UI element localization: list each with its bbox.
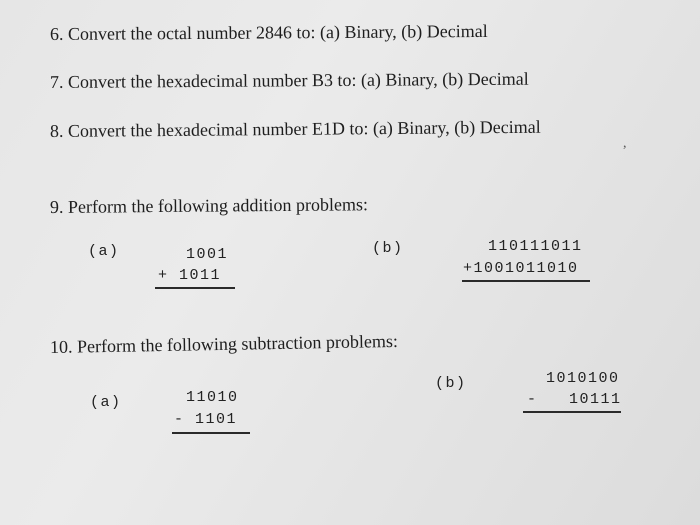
subtraction-a-label: (a): [90, 394, 122, 411]
question-6: 6. Convert the octal number 2846 to: (a) Binary, (b) Decimal: [49, 20, 488, 44]
addition-a-bottom-operand: + 1011: [158, 267, 222, 284]
subtraction-b-label: (b): [435, 375, 467, 392]
addition-a-sum-line: [155, 287, 235, 289]
subtraction-a-difference-line: [172, 432, 250, 434]
question-8: 8. Convert the hexadecimal number E1D to: (a) Binary, (b) Decimal: [49, 116, 541, 141]
question-7: 7. Convert the hexadecimal number B3 to: (a) Binary, (b) Decimal: [49, 68, 529, 92]
subtraction-a-bottom-operand: - 1101: [174, 411, 238, 428]
subtraction-b-bottom-operand: - 10111: [527, 391, 622, 408]
question-10: 10. Perform the following subtraction problems:: [49, 330, 399, 357]
stray-mark: ,: [623, 136, 627, 151]
addition-b-label: (b): [372, 240, 404, 257]
addition-b-sum-line: [462, 280, 590, 282]
subtraction-b-difference-line: [523, 411, 621, 413]
addition-a-top-operand: 1001: [186, 246, 229, 263]
addition-b-bottom-operand: +1001011010: [463, 260, 579, 277]
subtraction-a-top-operand: 11010: [186, 389, 239, 406]
subtraction-b-top-operand: 1010100: [546, 370, 620, 387]
addition-a-label: (a): [88, 243, 120, 260]
addition-b-top-operand: 110111011: [488, 238, 583, 255]
question-9: 9. Perform the following addition problems:: [49, 194, 369, 217]
